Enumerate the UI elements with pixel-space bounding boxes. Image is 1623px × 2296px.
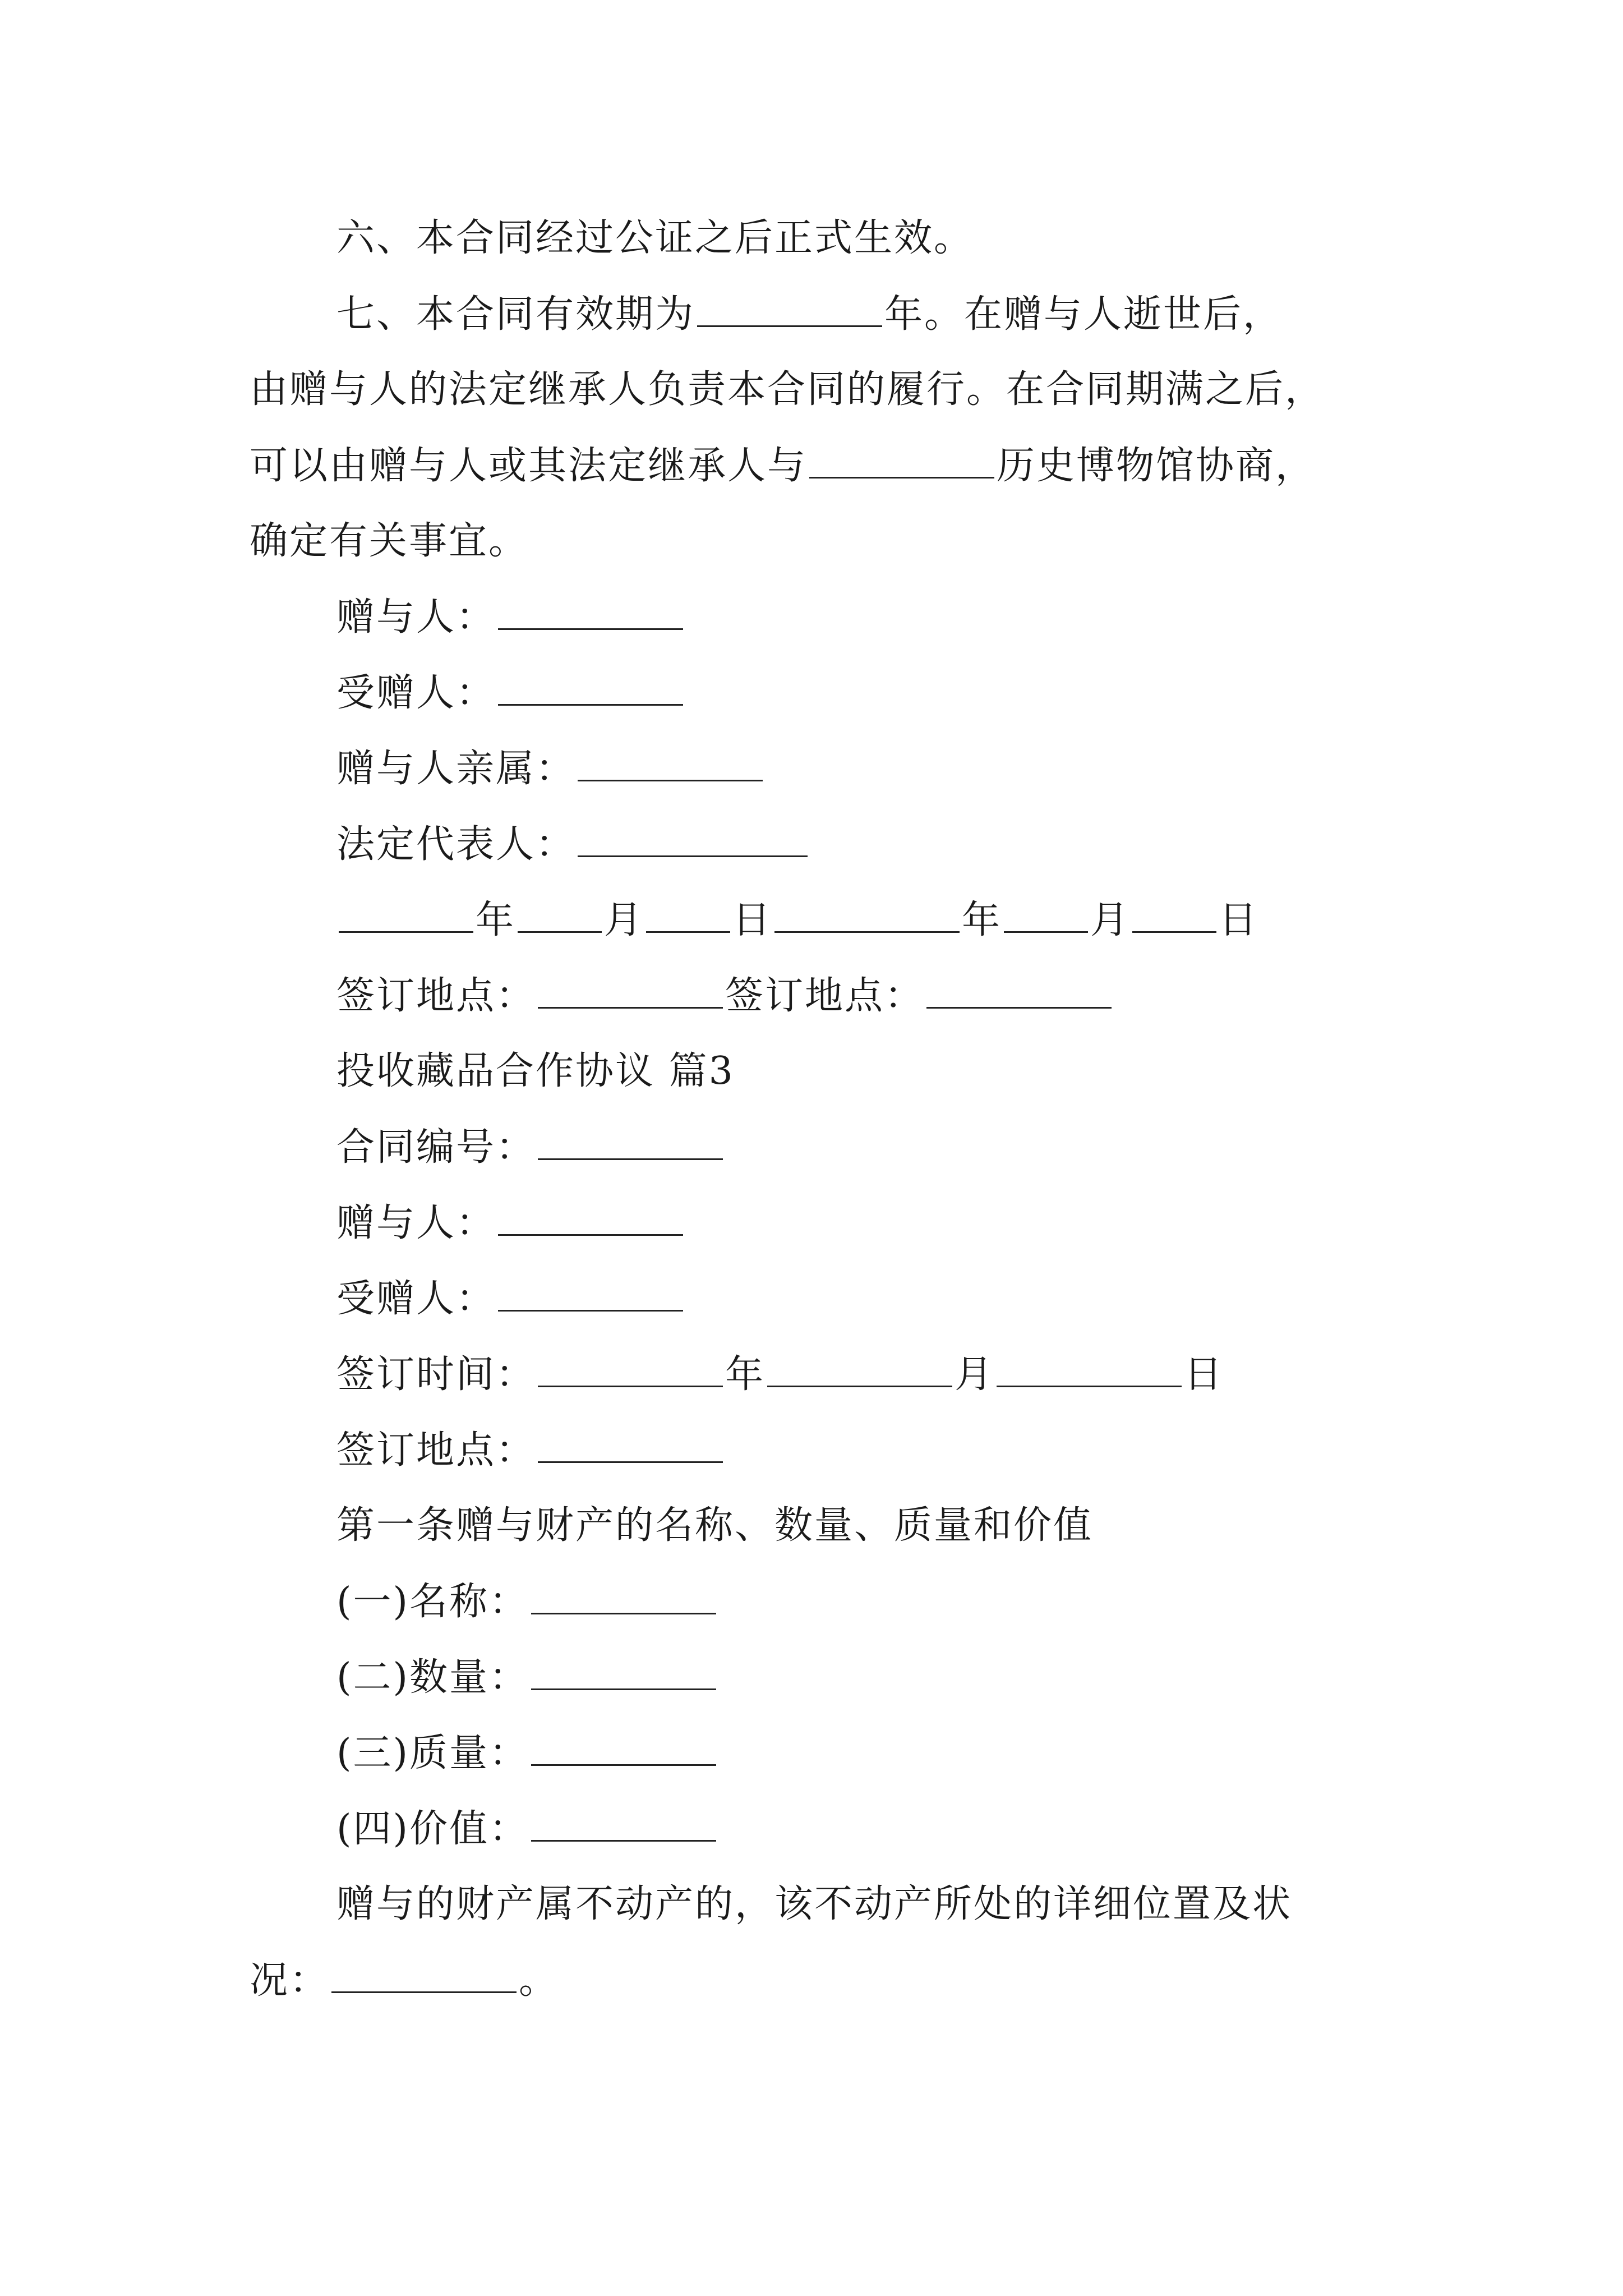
sign-day-label: 日 [1184, 1352, 1224, 1397]
clause-seven-text-b: 年。在赠与人逝世后， [884, 292, 1283, 337]
day-label-2: 日 [1219, 898, 1259, 942]
contract-no-label: 合同编号： [336, 1125, 536, 1170]
realestate-period: 。 [519, 1958, 559, 2003]
donor-blank-2[interactable] [498, 1195, 683, 1236]
article-one-title [336, 1498, 1093, 1554]
year-blank-1[interactable] [339, 892, 473, 933]
realestate-line1 [336, 1876, 1292, 1932]
validity-years-blank[interactable] [697, 286, 882, 327]
day-label-1: 日 [732, 898, 773, 942]
clause-seven-text-d: 可以由赠与人或其法定继承人与 [250, 444, 808, 488]
relative-blank[interactable] [578, 740, 763, 781]
sign-time-label: 签订时间： [336, 1352, 536, 1397]
item-name-blank[interactable] [531, 1573, 716, 1614]
legal-rep-label: 法定代表人： [336, 822, 576, 867]
relative-signature-row [336, 740, 765, 797]
year-label-2: 年 [962, 898, 1002, 942]
donee-blank[interactable] [498, 665, 683, 706]
section-title [336, 1043, 735, 1099]
donee-label: 受赠人： [336, 671, 496, 715]
clause-seven-text-f: 确定有关事宜。 [250, 519, 529, 563]
donee-signature-row [336, 665, 685, 721]
sign-day-blank[interactable] [997, 1346, 1182, 1387]
realestate-text-a: 赠与的财产属不动产的，该不动产所处的详细位置及状 [336, 1882, 1293, 1926]
donor-signature-row [336, 589, 685, 646]
clause-seven-line4 [250, 513, 528, 569]
clause-six [336, 210, 974, 266]
donor-label-2: 赠与人： [336, 1201, 496, 1245]
sign-time-row [336, 1346, 1224, 1403]
article-one-text: 第一条赠与财产的名称、数量、质量和价值 [336, 1503, 1094, 1548]
sign-month-label: 月 [955, 1352, 995, 1397]
clause-seven-line1 [336, 286, 1283, 343]
donor-blank[interactable] [498, 589, 683, 630]
donor-row [336, 1195, 685, 1251]
item-value-label: (四)价值： [336, 1807, 529, 1851]
item-quantity-label: (二)数量： [336, 1655, 529, 1700]
donee-row [336, 1271, 685, 1327]
clause-seven-line3 [250, 438, 1315, 494]
clause-six-text: 六、本合同经过公证之后正式生效。 [336, 216, 974, 260]
donor-label: 赠与人： [336, 595, 496, 639]
dates-row [336, 892, 1258, 949]
month-label-1: 月 [604, 898, 644, 942]
legal-rep-signature-row [336, 816, 810, 873]
month-blank-1[interactable] [518, 892, 602, 933]
relative-label: 赠与人亲属： [336, 747, 576, 791]
contract-no-row [336, 1119, 725, 1176]
contract-no-blank[interactable] [538, 1119, 723, 1160]
month-blank-2[interactable] [1004, 892, 1088, 933]
sign-place-blank-2[interactable] [926, 968, 1112, 1009]
section-title-text: 投收藏品合作协议 篇3 [336, 1049, 735, 1093]
clause-seven-line2 [250, 362, 1325, 418]
realestate-blank[interactable] [331, 1952, 517, 1993]
item-quantity-row [336, 1649, 718, 1706]
year-blank-2[interactable] [774, 892, 960, 933]
item-quantity-blank[interactable] [531, 1649, 716, 1690]
sign-place-blank-1[interactable] [538, 968, 723, 1009]
day-blank-2[interactable] [1132, 892, 1216, 933]
item-value-blank[interactable] [531, 1801, 716, 1842]
clause-seven-text-a: 七、本合同有效期为 [336, 292, 695, 337]
day-blank-1[interactable] [646, 892, 730, 933]
item-name-row [336, 1573, 718, 1630]
sign-month-blank[interactable] [767, 1346, 952, 1387]
donee-label-2: 受赠人： [336, 1277, 496, 1321]
sign-place-label-2: 签订地点： [725, 974, 925, 1018]
sign-place-row-2 [336, 1422, 725, 1479]
sign-place-row [336, 968, 1114, 1024]
sign-place-label-1: 签订地点： [336, 974, 536, 1018]
sign-year-blank[interactable] [538, 1346, 723, 1387]
realestate-line2 [250, 1952, 559, 2009]
month-label-2: 月 [1090, 898, 1131, 942]
museum-name-blank[interactable] [809, 438, 994, 478]
year-label-1: 年 [476, 898, 516, 942]
item-name-label: (一)名称： [336, 1580, 529, 1624]
legal-rep-blank[interactable] [578, 816, 808, 857]
donee-blank-2[interactable] [498, 1271, 683, 1312]
clause-seven-text-c: 由赠与人的法定继承人负责本合同的履行。在合同期满之后， [250, 367, 1325, 412]
sign-place-blank-3[interactable] [538, 1422, 723, 1463]
item-value-row [336, 1801, 718, 1857]
item-quality-blank[interactable] [531, 1725, 716, 1766]
sign-place-label-3: 签订地点： [336, 1428, 536, 1473]
item-quality-row [336, 1725, 718, 1782]
sign-year-label: 年 [725, 1352, 766, 1397]
realestate-text-b: 况： [250, 1958, 330, 2003]
item-quality-label: (三)质量： [336, 1731, 529, 1775]
clause-seven-text-e: 历史博物馆协商， [997, 444, 1316, 488]
